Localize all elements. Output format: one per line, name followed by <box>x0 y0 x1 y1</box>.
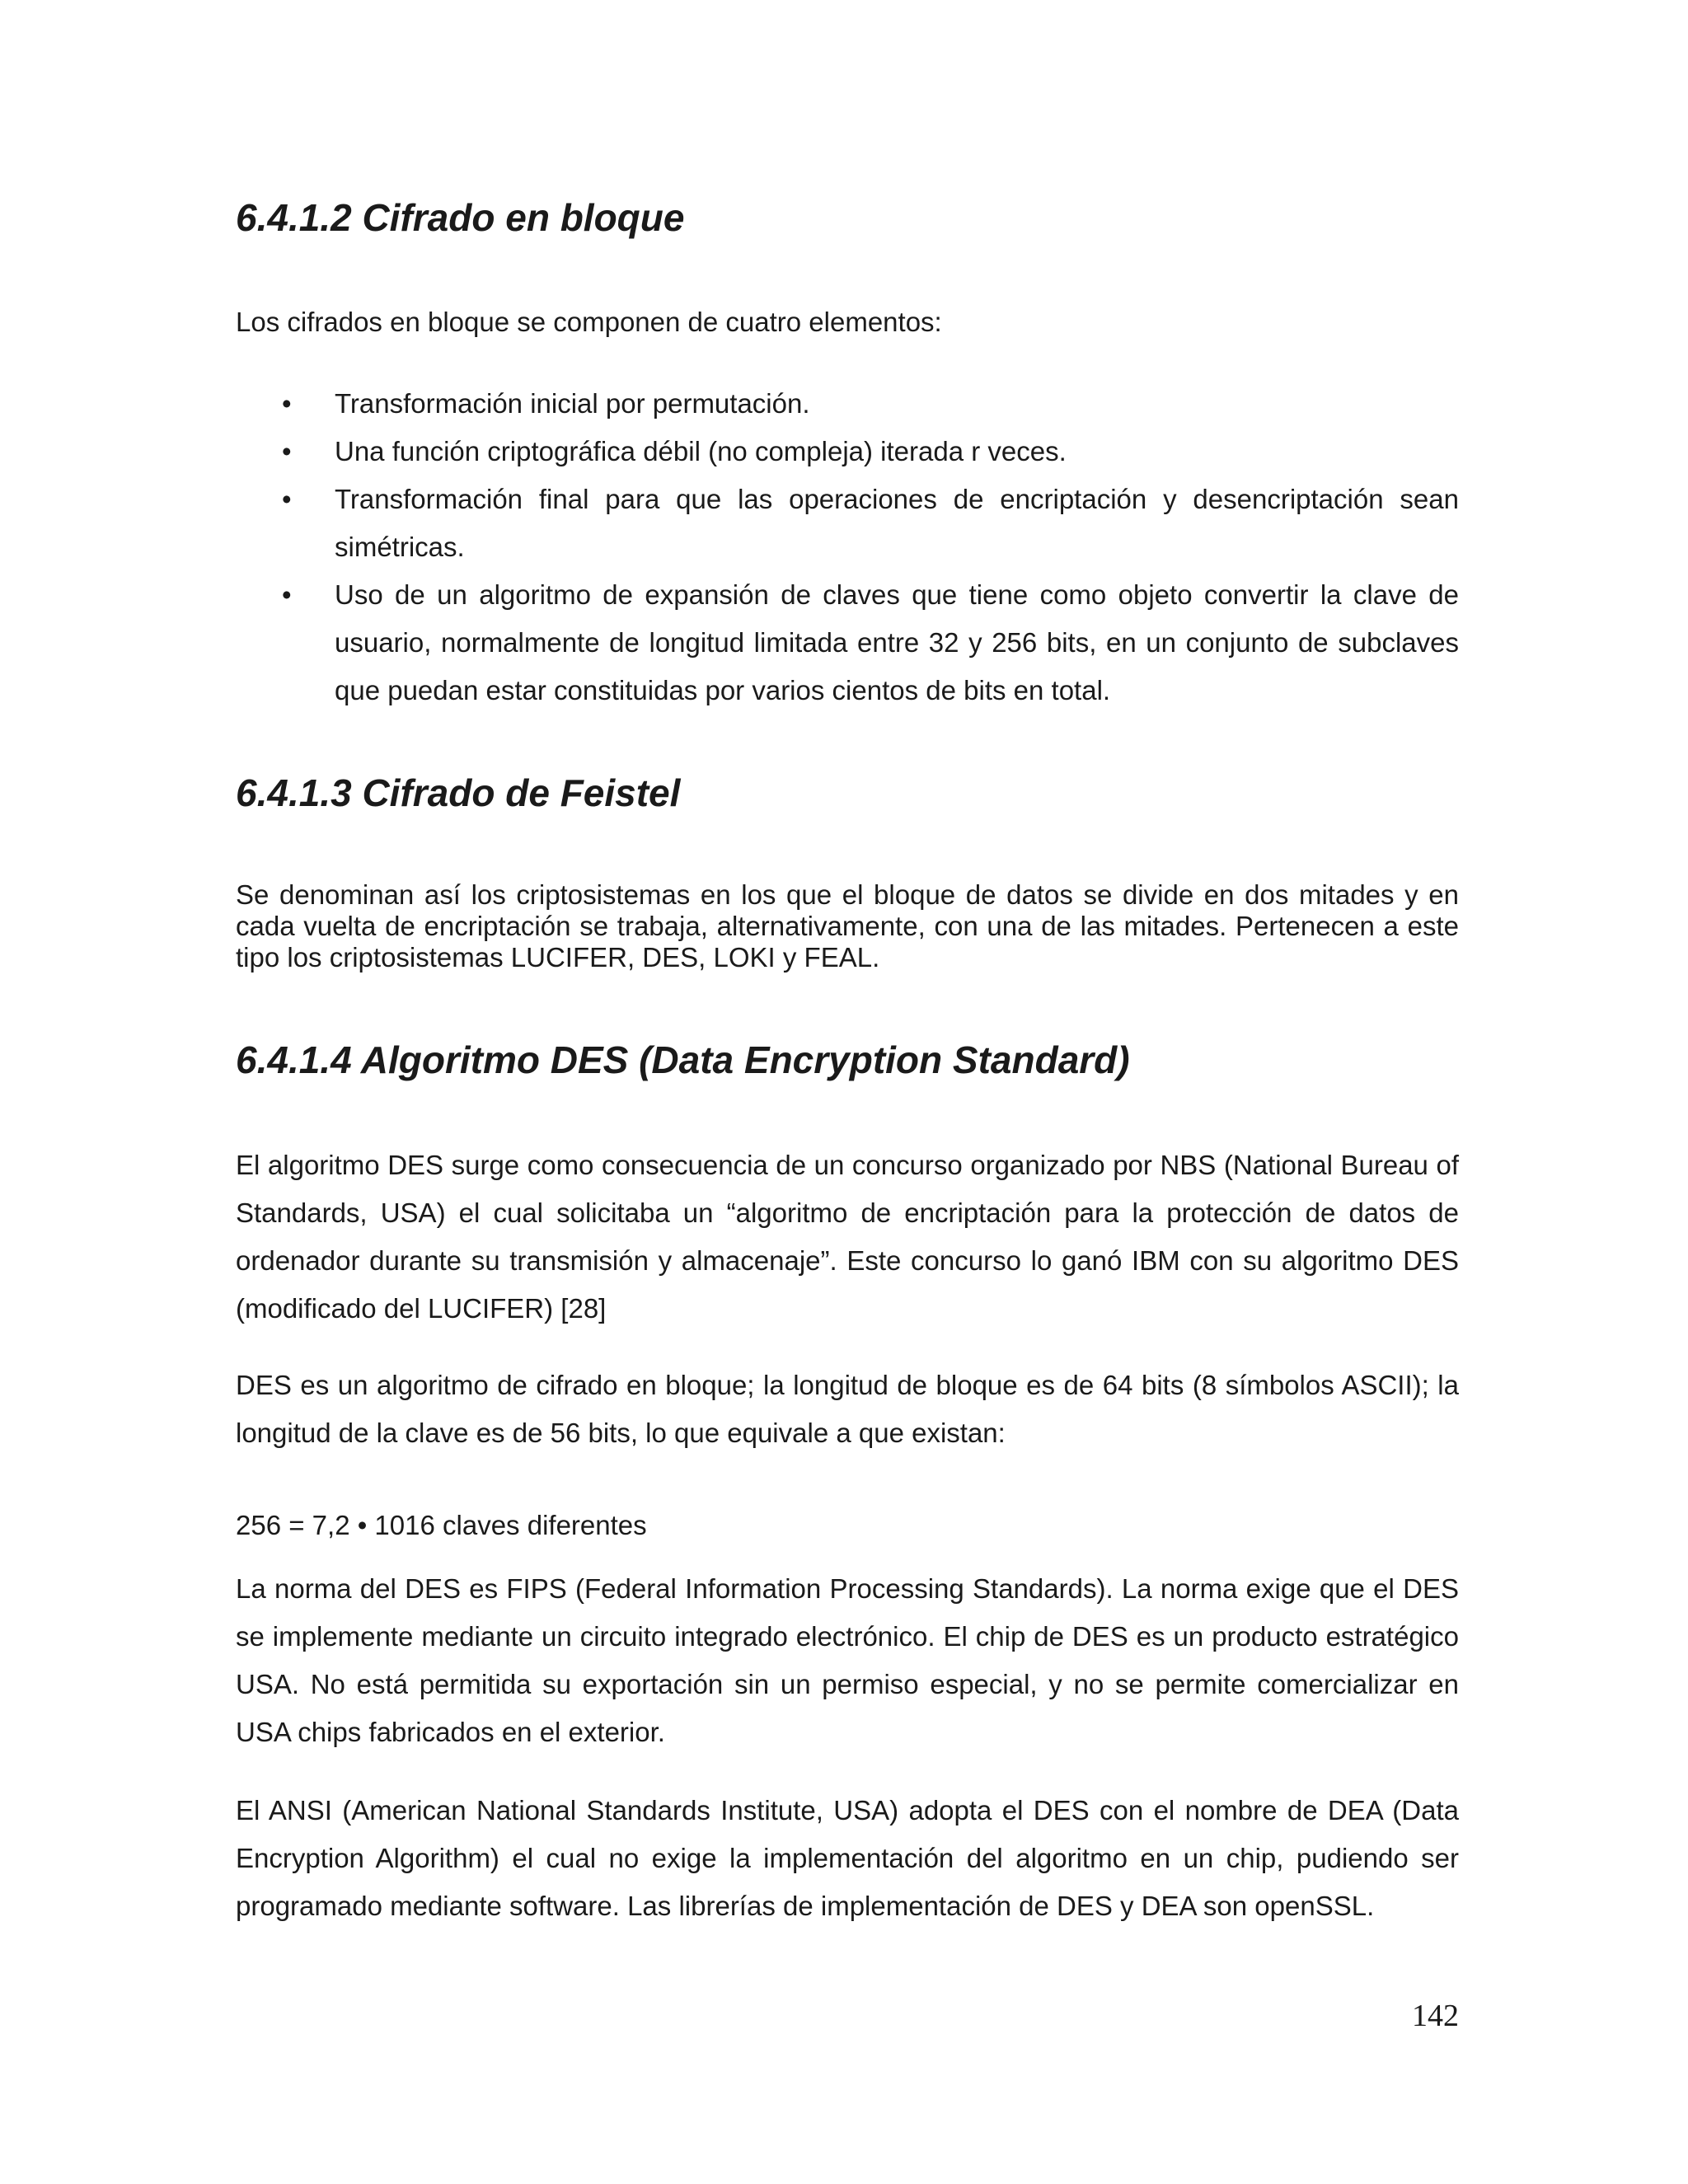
section-paragraph: Se denominan así los criptosistemas en los que el bloque de datos se divide en dos mitades y en cada vuelta de encriptación se trabaja, alternativamente, con una de las mitades. Pertenecen a este tipo los criptosistemas LUCIFER, DES, LOKI y FEAL. <box>236 879 1459 972</box>
bullet-icon: • <box>282 579 292 610</box>
bullet-icon: • <box>282 484 292 514</box>
document-page <box>236 0 1459 2184</box>
section-paragraph: El algoritmo DES surge como consecuencia de un concurso organizado por NBS (National Bureau of Standards, USA) el cual solicitaba un “algoritmo de encriptación para la protección de datos de ordenador durante su transmisión y almacenaje”. Este concurso lo ganó IBM con su algoritmo DES (modificado del LUCIFER) [28] <box>236 1150 1459 1324</box>
key-count-formula: 256 = 7,2 • 1016 claves diferentes <box>236 1510 647 1540</box>
bullet-icon: • <box>282 436 292 466</box>
section-intro: Los cifrados en bloque se componen de cuatro elementos: <box>236 307 942 337</box>
section-paragraph: El ANSI (American National Standards Institute, USA) adopta el DES con el nombre de DEA (Data Encryption Algorithm) el cual no exige la implementación del algoritmo en un chip, pudiendo ser programado mediante software. Las librerías de implementación de DES y DEA son openSSL. <box>236 1795 1459 1921</box>
bullet-list <box>236 380 1459 715</box>
page-number: 142 <box>1412 1999 1459 2033</box>
section-paragraph: DES es un algoritmo de cifrado en bloque; la longitud de bloque es de 64 bits (8 símbolos ASCII); la longitud de la clave es de 56 bits, lo que equivale a que existan: <box>236 1370 1459 1448</box>
section-paragraph: La norma del DES es FIPS (Federal Information Processing Standards). La norma exige que el DES se implemente mediante un circuito integrado electrónico. El chip de DES es un producto estratégico USA. No está permitida su exportación sin un permiso especial, y no se permite comercializar en USA chips fabricados en el exterior. <box>236 1573 1459 1747</box>
list-item: • Uso de un algoritmo de expansión de claves que tiene como objeto convertir la clave de usuario, normalmente de longitud limitada entre 32 y 256 bits, en un conjunto de subclaves que puedan estar constituidas por varios cientos de bits en total. <box>236 571 1459 715</box>
list-item: • Transformación inicial por permutación. <box>236 380 1459 428</box>
section-heading-cifrado-en-bloque: 6.4.1.2 Cifrado en bloque <box>236 196 685 239</box>
section-heading-algoritmo-des: 6.4.1.4 Algoritmo DES (Data Encryption Standard) <box>236 1038 1130 1081</box>
section-heading-cifrado-de-feistel: 6.4.1.3 Cifrado de Feistel <box>236 771 681 814</box>
bullet-icon: • <box>282 388 292 419</box>
list-item: • Transformación final para que las operaciones de encriptación y desencriptación sean simétricas. <box>236 476 1459 571</box>
list-item: • Una función criptográfica débil (no compleja) iterada r veces. <box>236 428 1459 476</box>
